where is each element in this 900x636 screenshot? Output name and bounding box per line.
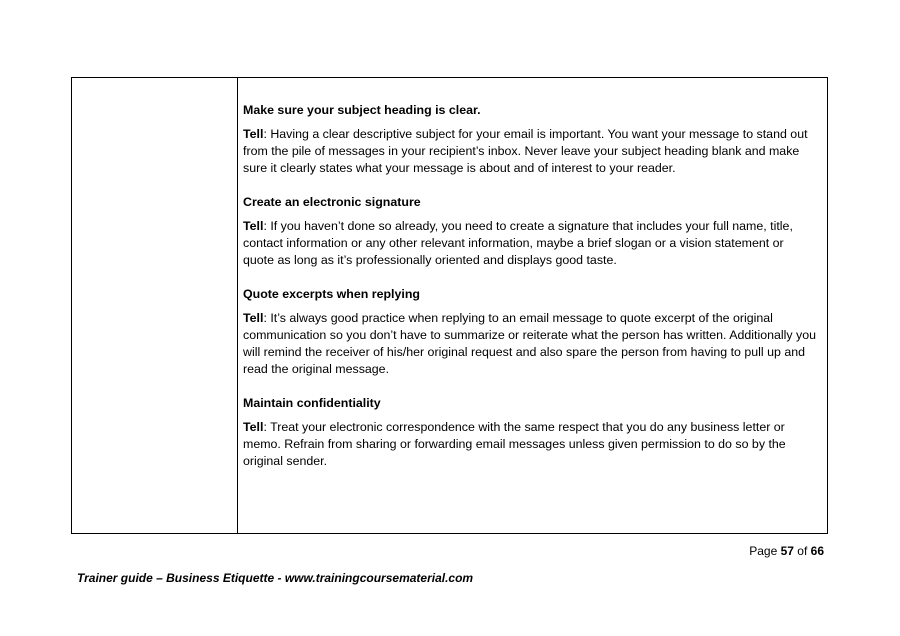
tell-label: Tell <box>243 420 264 434</box>
section-paragraph <box>243 126 817 177</box>
left-column <box>72 78 238 533</box>
section-text: : It’s always good practice when replying to an email message to quote excerpt of the original communication so you don’t have to summarize or reiterate what the person has written. Additionally you will remind the receiver of his/her original request and also spare the person from having to pull up and read the original message. <box>243 311 817 376</box>
section-heading: Quote excerpts when replying <box>243 287 420 301</box>
section-heading: Maintain confidentiality <box>243 396 381 410</box>
content-table <box>71 77 828 534</box>
section-electronic-signature <box>243 194 817 269</box>
page-total: 66 <box>810 544 824 558</box>
page-prefix: Page <box>749 544 781 558</box>
section-paragraph <box>243 310 817 378</box>
section-text: : Having a clear descriptive subject for your email is important. You want your message to stand out from the pile of messages in your recipient’s inbox. Never leave your subject heading blank and make sure it clearly states what your message is about and of interest to your reader. <box>243 127 808 175</box>
section-confidentiality <box>243 395 817 470</box>
section-paragraph <box>243 218 817 269</box>
page-of: of <box>793 544 811 558</box>
section-heading: Create an electronic signature <box>243 195 421 209</box>
page-number <box>749 544 824 558</box>
section-text: : If you haven’t done so already, you need to create a signature that includes your full name, title, contact information or any other relevant information, maybe a brief slogan or a vision statement or quote as long as it’s professionally oriented and displays good taste. <box>243 219 793 267</box>
tell-label: Tell <box>243 127 264 141</box>
section-paragraph <box>243 419 817 470</box>
section-subject-heading <box>243 102 817 177</box>
right-column <box>238 78 827 533</box>
page-current: 57 <box>780 544 794 558</box>
section-heading: Make sure your subject heading is clear. <box>243 103 481 117</box>
section-text: : Treat your electronic correspondence with the same respect that you do any business letter or memo. Refrain from sharing or forwarding email messages unless given permission to do so by the original sender. <box>243 420 786 468</box>
tell-label: Tell <box>243 311 264 325</box>
tell-label: Tell <box>243 219 264 233</box>
section-quote-excerpts <box>243 286 817 378</box>
footer-text: Trainer guide – Business Etiquette - www.trainingcoursematerial.com <box>77 571 474 585</box>
